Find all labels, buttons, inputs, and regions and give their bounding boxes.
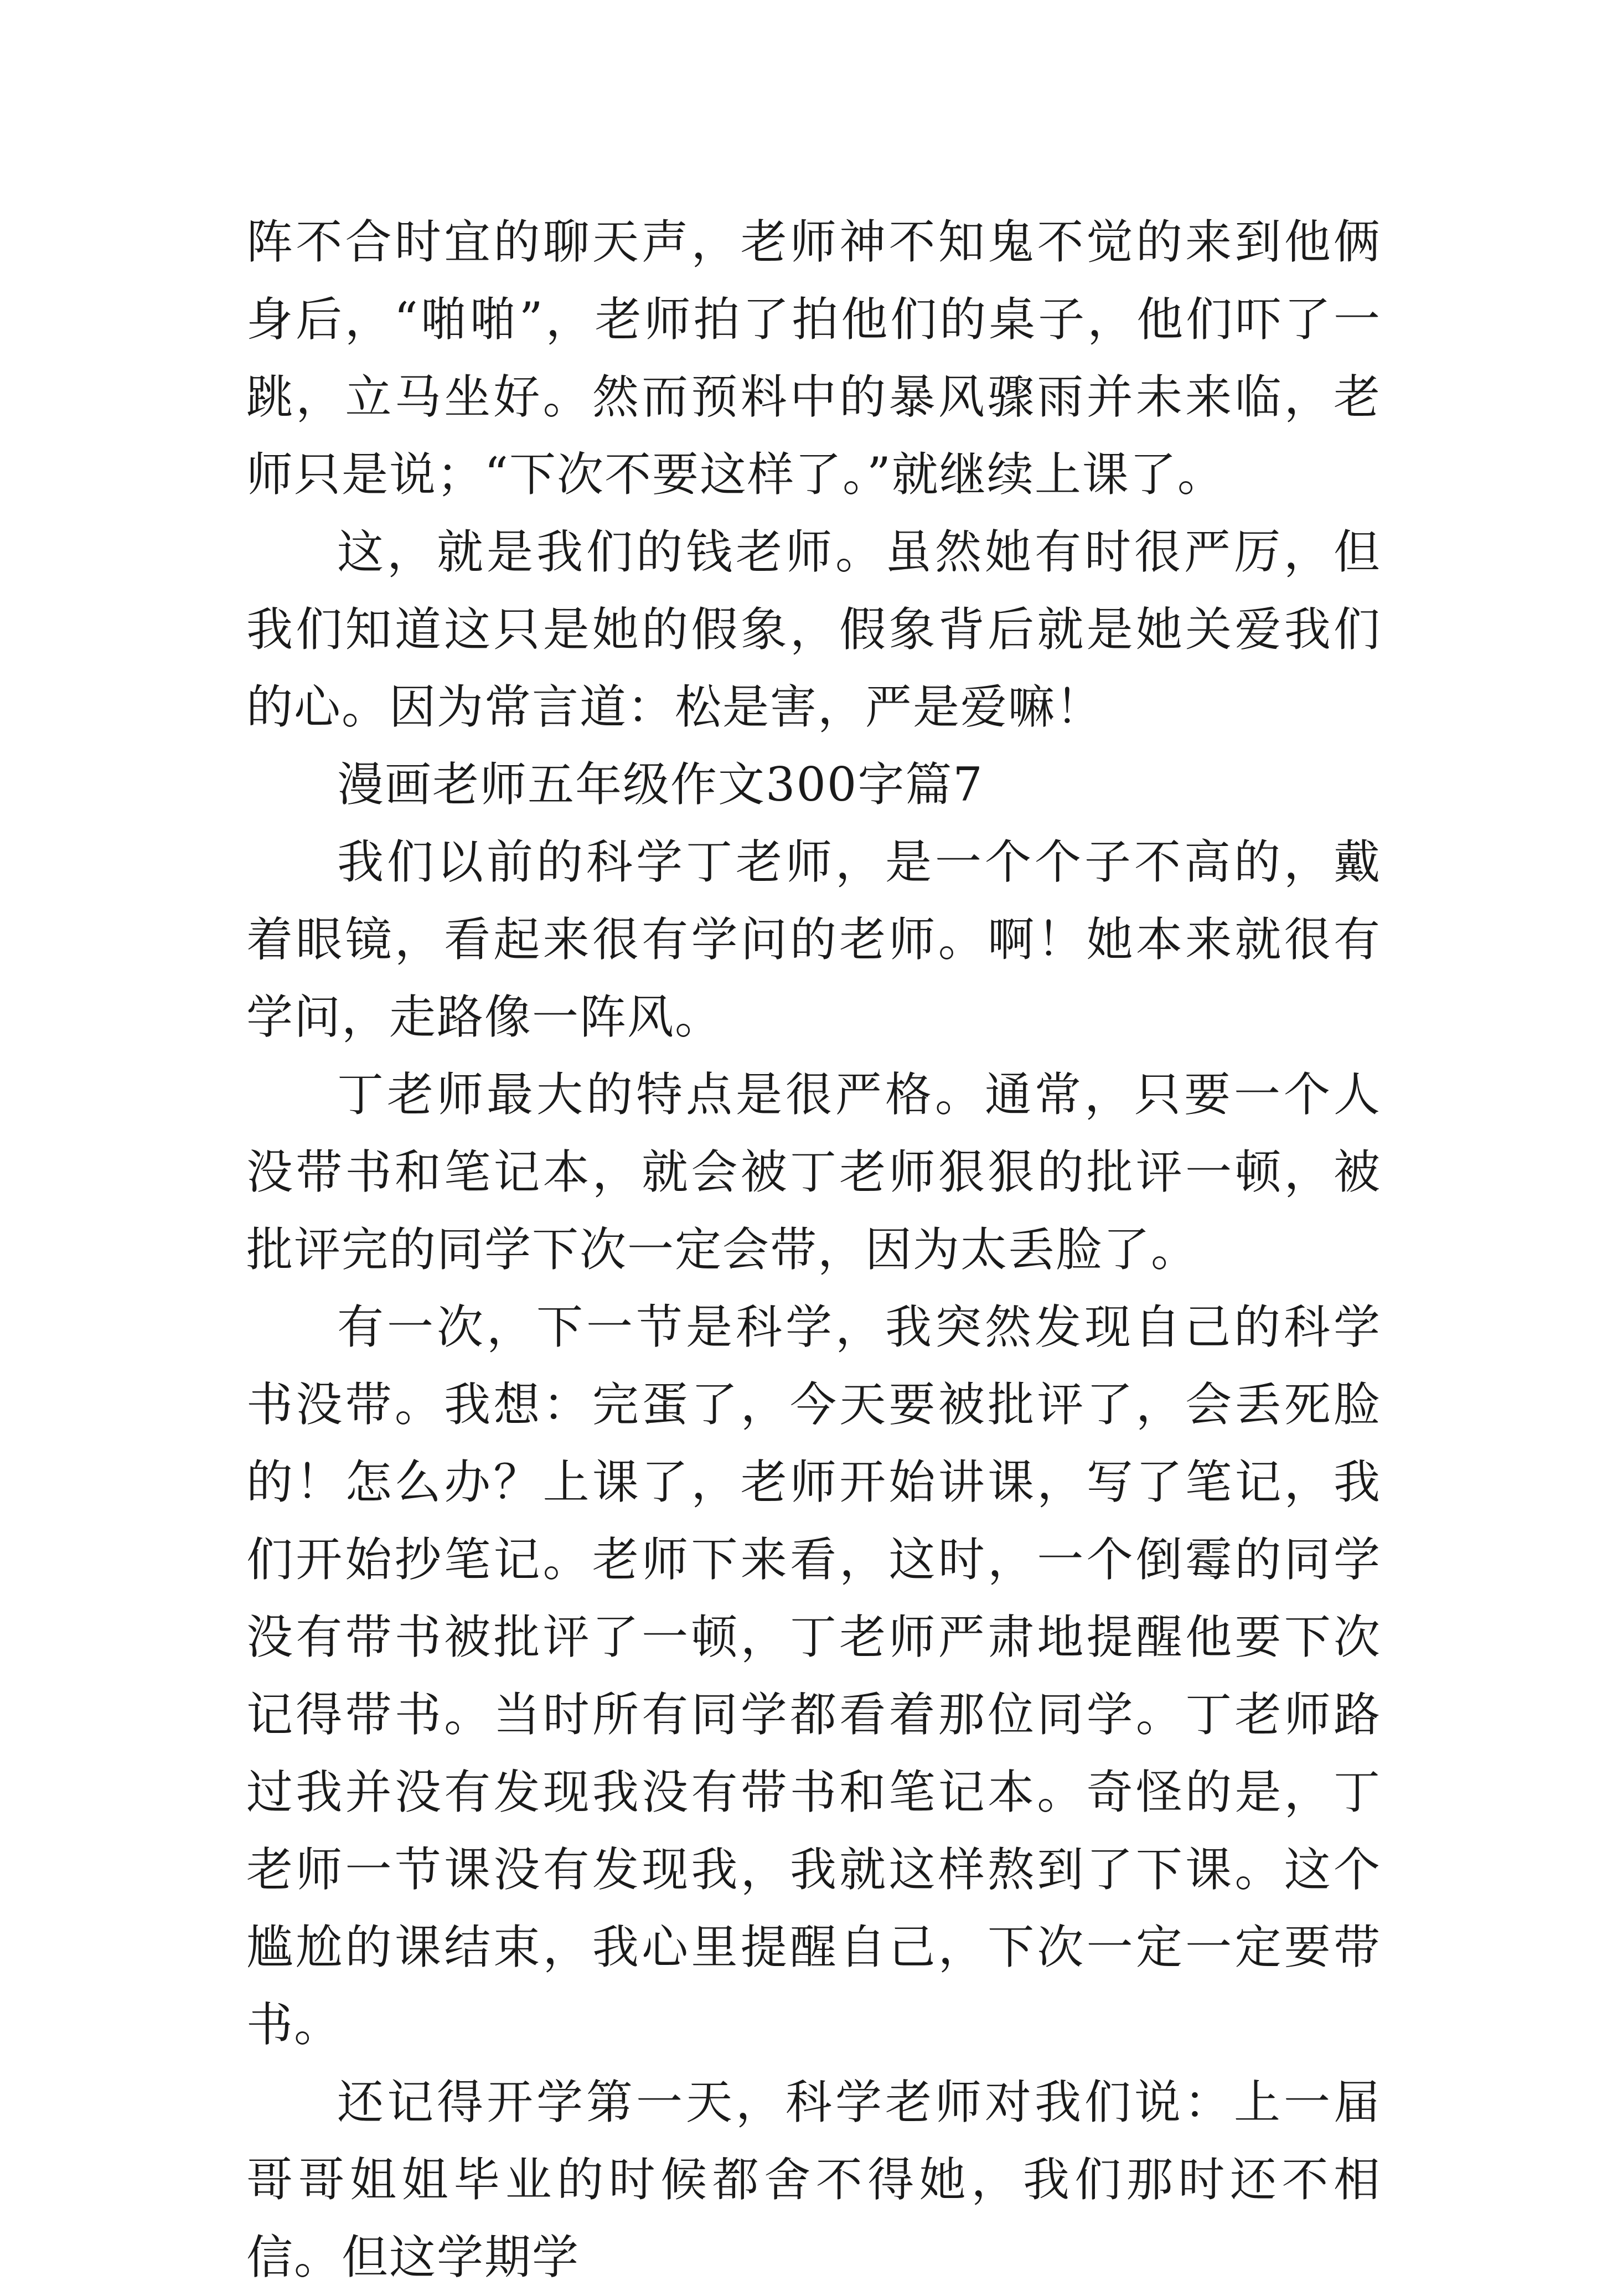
document-body: [246, 203, 1381, 2296]
paragraph: 丁老师最大的特点是很严格。通常，只要一个人没带书和笔记本，就会被丁老师狠狠的批评一顿，被批评完的同学下次一定会带，因为太丢脸了。: [246, 1067, 1381, 1277]
paragraph: 我们以前的科学丁老师，是一个个子不高的，戴着眼镜，看起来很有学问的老师。啊！她本来就很有学问，走路像一阵风。: [246, 835, 1381, 1044]
paragraph: 阵不合时宜的聊天声，老师神不知鬼不觉的来到他俩身后，“啪啪”，老师拍了拍他们的桌子，他们吓了一跳，立马坐好。然而预料中的暴风骤雨并未来临，老师只是说；“下次不要这样了。”就继续上课了。: [246, 215, 1381, 502]
section-heading: 漫画老师五年级作文300字篇7: [337, 757, 984, 812]
paragraph: 有一次，下一节是科学，我突然发现自己的科学书没带。我想：完蛋了，今天要被批评了，会丢死脸的！怎么办？上课了，老师开始讲课，写了笔记，我们开始抄笔记。老师下来看，这时，一个倒霉的同学没有带书被批评了一顿，丁老师严肃地提醒他要下次记得带书。当时所有同学都看着那位同学。丁老师路过我并没有发现我没有带书和笔记本。奇怪的是，丁老师一节课没有发现我，我就这样熬到了下课。这个尴尬的课结束，我心里提醒自己，下次一定一定要带书。: [246, 1300, 1381, 2052]
paragraph: 这，就是我们的钱老师。虽然她有时很严厉，但我们知道这只是她的假象，假象背后就是她关爱我们的心。因为常言道：松是害，严是爱嘛！: [246, 525, 1381, 734]
paragraph: 还记得开学第一天，科学老师对我们说：上一届哥哥姐姐毕业的时候都舍不得她，我们那时还不相信。但这学期学: [246, 2075, 1381, 2284]
